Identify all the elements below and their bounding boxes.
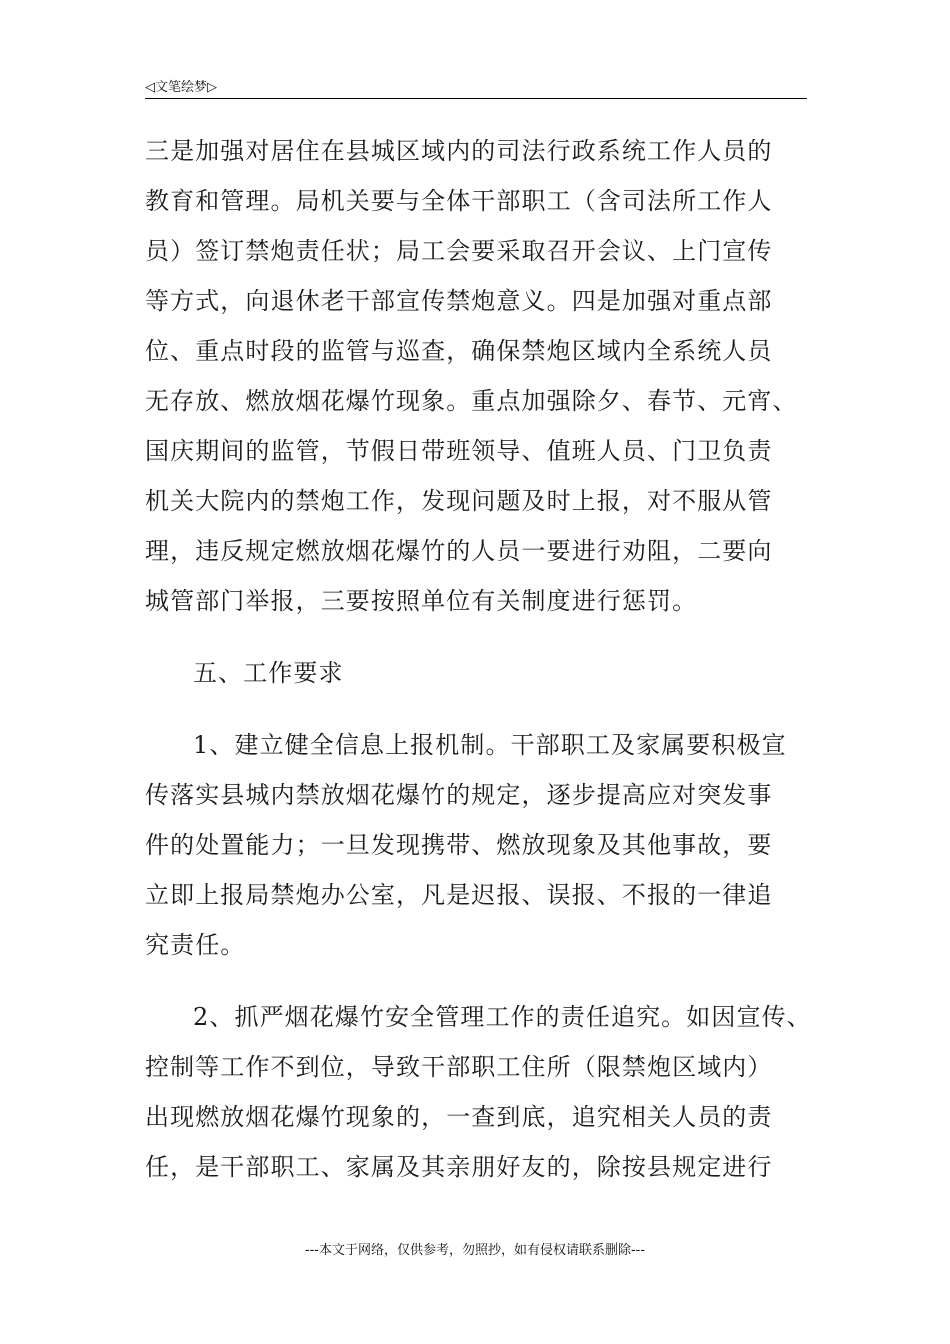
- paragraph-1: [145, 126, 807, 626]
- heading-line: 五、工作要求: [193, 659, 344, 687]
- text-line: 员）签订禁炮责任状；局工会要采取召开会议、上门宣传: [145, 237, 773, 265]
- text-line: 位、重点时段的监管与巡查，确保禁炮区域内全系统人员: [145, 337, 773, 365]
- page-footer: [0, 1239, 950, 1258]
- text-line: 件的处置能力；一旦发现携带、燃放现象及其他事故，要: [145, 831, 773, 859]
- text-line: 三是加强对居住在县城区域内的司法行政系统工作人员的: [145, 137, 773, 165]
- text-line: 2、抓严烟花爆竹安全管理工作的责任追究。如因宣传、: [193, 1003, 812, 1031]
- document-body: [145, 126, 812, 1192]
- text-line: 1、建立健全信息上报机制。干部职工及家属要积极宣: [193, 731, 787, 759]
- text-line: 城管部门举报，三要按照单位有关制度进行惩罚。: [145, 587, 698, 615]
- text-line: 任，是干部职工、家属及其亲朋好友的，除按县规定进行: [145, 1153, 773, 1181]
- page-header: [145, 74, 807, 99]
- section-heading: [145, 648, 807, 698]
- text-line: 传落实县城内禁放烟花爆竹的规定，逐步提高应对突发事: [145, 781, 773, 809]
- text-line: 控制等工作不到位，导致干部职工住所（限禁炮区域内）: [145, 1053, 773, 1081]
- text-line: 国庆期间的监管，节假日带班领导、值班人员、门卫负责: [145, 437, 773, 465]
- text-line: 机关大院内的禁炮工作，发现问题及时上报，对不服从管: [145, 487, 773, 515]
- paragraph-3: [145, 720, 807, 970]
- footer-disclaimer: ---本文于网络，仅供参考，勿照抄，如有侵权请联系删除---: [304, 1243, 646, 1258]
- text-line: 出现燃放烟花爆竹现象的，一查到底，追究相关人员的责: [145, 1103, 773, 1131]
- text-line: 理，违反规定燃放烟花爆竹的人员一要进行劝阻，二要向: [145, 537, 773, 565]
- paragraph-4: [145, 992, 812, 1192]
- text-line: 立即上报局禁炮办公室，凡是迟报、误报、不报的一律追: [145, 881, 773, 909]
- text-line: 教育和管理。局机关要与全体干部职工（含司法所工作人: [145, 187, 773, 215]
- text-line: 等方式，向退休老干部宣传禁炮意义。四是加强对重点部: [145, 287, 773, 315]
- text-line: 究责任。: [145, 931, 246, 959]
- header-title: ◁文笔绘梦▷: [145, 80, 217, 95]
- text-line: 无存放、燃放烟花爆竹现象。重点加强除夕、春节、元宵、: [145, 387, 798, 415]
